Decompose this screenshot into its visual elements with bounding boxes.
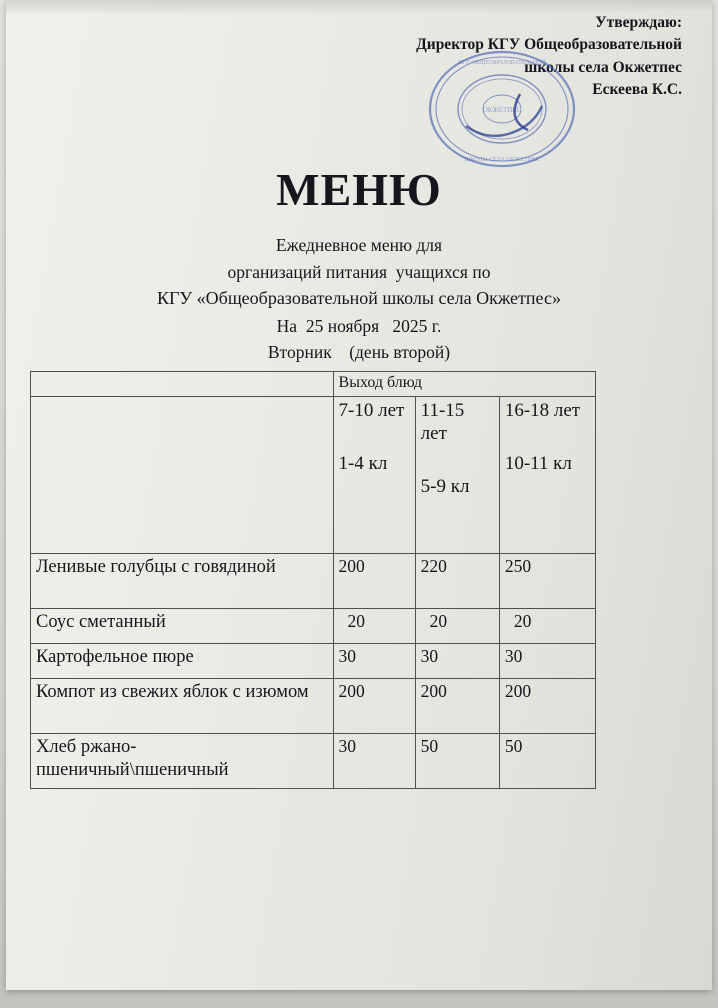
- dish-value-11-15: 50: [415, 734, 499, 789]
- approval-line-4: Ескеева К.С.: [592, 81, 682, 99]
- dish-value-16-18: 20: [499, 609, 595, 644]
- dish-value-16-18: 250: [499, 554, 595, 609]
- header-grade-1: 1-4 кл: [338, 453, 388, 475]
- dish-name: Картофельное пюре: [31, 644, 334, 679]
- dish-value-7-10: 30: [333, 644, 415, 679]
- intro-line-5: Вторник (день второй): [267, 342, 451, 363]
- approval-block: [262, 12, 682, 102]
- header-age-3: 16-18 лет: [504, 400, 581, 421]
- dish-name: Ленивые голубцы с говядиной: [31, 554, 334, 609]
- header-age-col-1: [333, 397, 415, 554]
- header-age-col-3: [499, 397, 595, 554]
- dish-name: Соус сметанный: [31, 609, 334, 644]
- intro-line-4: На 25 ноября 2025 г.: [276, 315, 442, 336]
- approval-line-3: школы села Окжетпес: [524, 58, 682, 76]
- header-age-col-2: [415, 397, 499, 554]
- header-blank-cell: [31, 372, 334, 397]
- intro-block: [6, 232, 712, 366]
- dish-value-16-18: 200: [499, 679, 595, 734]
- dish-value-11-15: 30: [415, 644, 499, 679]
- svg-text:ОКЖЕТПЕС: ОКЖЕТПЕС: [482, 106, 522, 114]
- dish-value-11-15: 200: [415, 679, 499, 734]
- dish-value-7-10: 30: [333, 734, 415, 789]
- header-grade-2: 5-9 кл: [420, 476, 470, 498]
- dish-name: Компот из свежих яблок с изюмом: [31, 679, 334, 734]
- intro-line-3: КГУ «Общеобразовательной школы села Окжетпес»: [157, 288, 561, 309]
- intro-line-1: Ежедневное меню для: [275, 235, 443, 255]
- header-age-2: 11-15 лет: [420, 400, 465, 445]
- dish-value-7-10: 20: [333, 609, 415, 644]
- dish-value-11-15: 20: [415, 609, 499, 644]
- table-row: [31, 554, 596, 609]
- header-age-1: 7-10 лет: [338, 400, 405, 421]
- dish-value-7-10: 200: [333, 679, 415, 734]
- dish-value-16-18: 50: [499, 734, 595, 789]
- table-row: [31, 679, 596, 734]
- svg-text:КГУ ОБЩЕОБРАЗОВАТЕЛЬНОЙ: КГУ ОБЩЕОБРАЗОВАТЕЛЬНОЙ: [458, 60, 546, 66]
- header-dish-blank: [31, 397, 334, 554]
- table-row: [31, 644, 596, 679]
- dish-value-16-18: 30: [499, 644, 595, 679]
- dish-name: Хлеб ржано-пшеничный\пшеничный: [31, 734, 334, 789]
- table-header-group-row: [31, 372, 596, 397]
- page-title: МЕНЮ: [276, 164, 442, 215]
- menu-table-wrapper: [30, 371, 596, 789]
- intro-line-2: организаций питания учащихся по: [227, 261, 491, 282]
- header-grade-3: 10-11 кл: [504, 453, 572, 475]
- header-output-label: Выход блюд: [333, 372, 595, 397]
- table-row: [31, 734, 596, 789]
- dish-value-11-15: 220: [415, 554, 499, 609]
- table-header-age-row: [31, 397, 596, 554]
- dish-value-7-10: 200: [333, 554, 415, 609]
- approval-line-2: Директор КГУ Общеобразовательной: [416, 36, 682, 54]
- menu-table: [30, 371, 596, 789]
- svg-text:ШКОЛЫ СЕЛА ОКЖЕТПЕС: ШКОЛЫ СЕЛА ОКЖЕТПЕС: [464, 157, 540, 163]
- approval-line-1: Утверждаю:: [595, 14, 682, 31]
- table-row: [31, 609, 596, 644]
- paper-sheet: [6, 0, 712, 990]
